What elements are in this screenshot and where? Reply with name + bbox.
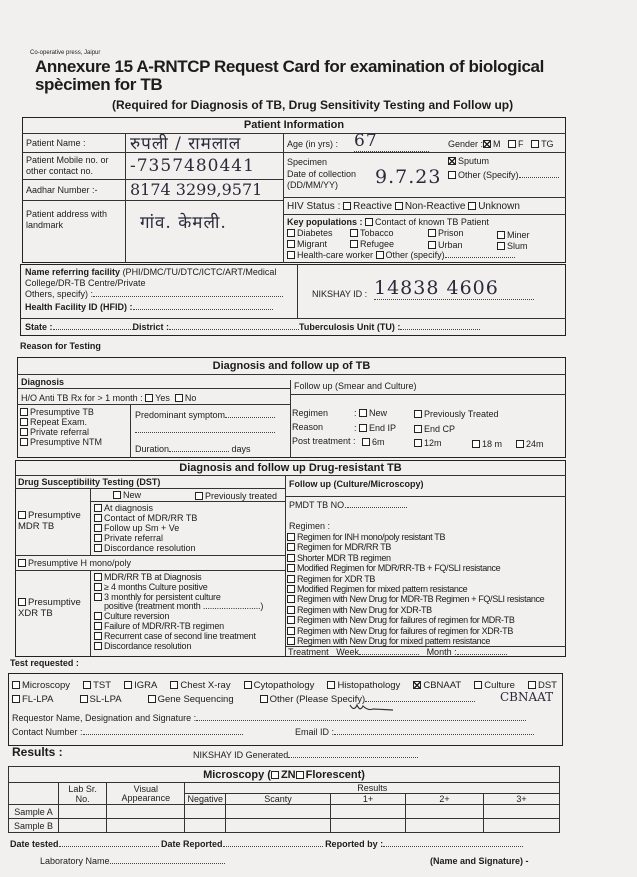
12m-checkbox[interactable] <box>414 439 422 447</box>
email-label: Email ID : <box>295 727 335 737</box>
regimen-new: New <box>369 408 388 418</box>
mobile-field[interactable]: -7357480441 <box>130 156 255 176</box>
key-diabetes: Diabetes <box>297 228 333 238</box>
regimen-checkbox[interactable] <box>287 595 295 603</box>
regimen-item <box>287 594 544 604</box>
district-label: District : <box>132 322 170 332</box>
mdr-item: Discordance resolution <box>104 543 196 553</box>
test-checkbox[interactable] <box>327 681 335 689</box>
mobile-label: Patient Mobile no. or <box>26 155 109 165</box>
key-miner: Miner <box>507 230 530 240</box>
2plus-header: 2+ <box>406 794 484 805</box>
zn-checkbox[interactable] <box>271 771 279 779</box>
xdr-item: Discordance resolution <box>104 640 192 651</box>
presumptive-mdr: Presumptive MDR TB <box>18 510 81 532</box>
hiv-label: HIV Status : <box>287 201 341 212</box>
results-header: Results <box>185 783 560 794</box>
diagnosis-label: Diagnosis <box>21 377 65 387</box>
aadhar-field[interactable]: 8174 3299,9571 <box>130 180 263 199</box>
date-label-2: (DD/MM/YY) <box>287 180 338 190</box>
hiv-nonreactive: Non-Reactive <box>404 201 466 212</box>
repeat-exam-checkbox[interactable] <box>20 418 28 426</box>
regimen-item <box>287 532 544 542</box>
contact-checkbox[interactable] <box>365 218 373 226</box>
xdr-item-checkbox[interactable] <box>94 573 102 581</box>
reason-dx-label: Reason <box>292 422 324 432</box>
symptom-field-2[interactable] <box>135 432 275 433</box>
regimen-checkbox[interactable] <box>287 533 295 541</box>
tobacco-checkbox[interactable] <box>350 229 358 237</box>
symptom-label: Predominant symptom <box>135 410 226 420</box>
regimen-label: Regimen <box>292 408 329 418</box>
press-name: Co-operative press, Jaipur <box>30 50 101 56</box>
key-urban: Urban <box>438 240 463 250</box>
presumptive-hmono: Presumptive H mono/poly <box>28 558 132 568</box>
month-field[interactable] <box>457 654 507 655</box>
xdr-item: Recurrent case of second line treatment <box>104 630 256 641</box>
post-treatment-label: Post treatment : <box>292 436 356 446</box>
facility-field[interactable] <box>93 296 283 297</box>
specimen-label: Specimen <box>287 157 328 167</box>
state-field[interactable] <box>53 329 133 330</box>
regimen-label: Regimen with New Drug for failures of regimen for MDR-TB <box>297 615 515 626</box>
diabetes-checkbox[interactable] <box>287 229 295 237</box>
test2-item <box>12 694 54 705</box>
test-item <box>124 680 157 691</box>
dst-prev-checkbox[interactable] <box>195 492 203 500</box>
hfid-label: Health Facility ID (HFID) : <box>25 302 133 312</box>
ho-label: H/O Anti TB Rx for > 1 month : <box>21 393 143 403</box>
table-row <box>9 805 560 819</box>
hcw-checkbox[interactable] <box>287 251 295 259</box>
other-specimen-checkbox[interactable] <box>448 171 456 179</box>
date-reported-label: Date Reported <box>161 839 223 849</box>
facility-label-3: Others, specify) : <box>25 289 94 299</box>
lab-name-field[interactable] <box>110 863 225 864</box>
lab-name-label: Laboratory Name <box>40 856 110 866</box>
microscopy-header: Microscopy ( ZN Florescent) <box>9 767 560 783</box>
regimen-checkbox[interactable] <box>287 637 295 645</box>
12m: 12m <box>424 438 442 448</box>
collection-date-field[interactable]: 9.7.23 <box>375 166 442 188</box>
1plus-header: 1+ <box>331 794 406 805</box>
mdr-item: Private referral <box>104 533 164 543</box>
test-label: Cytopathology <box>253 680 315 691</box>
month-label: Month : <box>426 647 457 657</box>
symptom-field[interactable] <box>225 417 275 418</box>
key-prison: Prison <box>438 228 464 238</box>
tests-row-1 <box>12 680 557 691</box>
regimen-checkbox[interactable] <box>287 554 295 562</box>
regimen-new-checkbox[interactable] <box>359 409 367 417</box>
ho-no: No <box>184 393 197 403</box>
requestor-field[interactable] <box>196 720 526 721</box>
other-specimen-label: Other (Specify) <box>458 170 519 180</box>
state-label: State : <box>25 322 53 332</box>
regimen-checkbox[interactable] <box>287 627 295 635</box>
test2-checkbox[interactable] <box>260 695 268 703</box>
hfid-field[interactable] <box>133 309 273 310</box>
subtitle: (Required for Diagnosis of TB, Drug Sensitivity Testing and Follow up) <box>112 98 514 112</box>
mdr-checkbox[interactable] <box>18 511 26 519</box>
page-title: Annexure 15 A-RNTCP Request Card for examination of biological spècimen for TB <box>35 57 544 94</box>
mdr-item: Contact of MDR/RR TB <box>104 513 198 523</box>
test-checkbox[interactable] <box>244 681 252 689</box>
private-referral-dr-checkbox[interactable] <box>94 534 102 542</box>
contact-label: Contact Number : <box>12 727 83 737</box>
xdr-item-checkbox[interactable] <box>94 632 102 640</box>
test2-item <box>80 694 122 705</box>
name-label: Patient Name : <box>26 138 86 148</box>
regimen-item <box>287 574 544 584</box>
reported-by-label: Reported by : <box>325 839 384 849</box>
facility-label-b: (PHI/DMC/TU/DTC/ICTC/ART/Medical <box>122 267 277 277</box>
regimen-item <box>287 615 544 625</box>
miner-checkbox[interactable] <box>497 231 505 239</box>
pmdt-label: PMDT TB NO. <box>289 500 347 510</box>
dst-new: New <box>123 490 142 500</box>
regimen-item <box>287 542 544 552</box>
key-pop-label: Key populations : <box>287 217 363 227</box>
key-hcw: Health-care worker <box>297 250 374 260</box>
facility-label-2: College/DR-TB Centre/Private <box>25 278 146 288</box>
mdr-item: At diagnosis <box>104 503 154 513</box>
address-field[interactable]: गांव. केमली. <box>140 213 227 233</box>
sputum-label: Sputum <box>458 156 490 166</box>
tu-field[interactable] <box>400 329 480 330</box>
age-label: Age (in yrs) : <box>287 139 339 149</box>
regimen-checkbox[interactable] <box>287 606 295 614</box>
test2-label: Other (Please Specify) <box>269 694 366 705</box>
test-item <box>12 680 70 691</box>
xdr-item: ≥ 4 months Culture positive <box>104 581 208 592</box>
key-tobacco: Tobacco <box>360 228 394 238</box>
key-slum: Slum <box>507 241 528 251</box>
test-item <box>244 680 315 691</box>
reported-by-field[interactable] <box>383 846 523 847</box>
table-row <box>9 819 560 833</box>
patient-name-field[interactable]: रुपली / रामलाल <box>130 134 242 154</box>
regimen-label: Regimen with New Drug for mixed pattern resistance <box>297 636 491 647</box>
microscopy-table <box>8 766 560 833</box>
regimen-item <box>287 584 544 594</box>
6m-checkbox[interactable] <box>362 438 370 446</box>
nikshay-label: NIKSHAY ID : <box>312 289 368 299</box>
discordance-checkbox[interactable] <box>94 544 102 552</box>
regimen-item <box>287 636 544 646</box>
private-referral-checkbox[interactable] <box>20 428 28 436</box>
regimen-label: Regimen with New Drug for failures of regimen for XDR-TB <box>297 625 513 636</box>
xdr-item-checkbox[interactable] <box>94 612 102 620</box>
regimen-item <box>287 563 544 573</box>
slum-checkbox[interactable] <box>497 242 505 250</box>
nikshay-id-field[interactable]: 14838 4606 <box>374 277 534 300</box>
repeat-exam: Repeat Exam. <box>30 417 88 427</box>
regimen-checkbox[interactable] <box>287 616 295 624</box>
address-label: Patient address with <box>26 209 108 219</box>
aadhar-label: Aadhar Number :- <box>26 185 98 195</box>
regimen-prev: Previously Treated <box>424 409 499 419</box>
end-ip: End IP <box>369 423 397 433</box>
ho-yes: Yes <box>155 393 170 403</box>
private-referral: Private referral <box>30 427 90 437</box>
dr-followup-label: Follow up (Culture/Microscopy) <box>289 479 424 489</box>
drtb-header: Diagnosis and follow up Drug-resistant TB <box>179 462 402 474</box>
test-item <box>170 680 230 691</box>
week-label: Week <box>336 647 360 657</box>
test-label: Microscopy <box>22 680 71 691</box>
date-tested-label: Date tested <box>10 839 59 849</box>
other-test-field[interactable]: CBNAAT <box>500 690 554 704</box>
end-ip-checkbox[interactable] <box>359 424 367 432</box>
regimen-label: Modified Regimen for MDR/RR-TB + FQ/SLI resistance <box>297 563 501 574</box>
scanty-header: Scanty <box>226 794 331 805</box>
xdr-item-checkbox[interactable] <box>94 593 102 601</box>
regimen-label: Regimen for INH mono/poly resistant TB <box>297 532 446 542</box>
test2-checkbox[interactable] <box>148 695 156 703</box>
other-key-checkbox[interactable] <box>376 251 384 259</box>
6m: 6m <box>372 437 385 447</box>
18m: 18 m <box>482 439 503 449</box>
ho-yes-checkbox[interactable] <box>145 394 153 402</box>
regimen-checkbox[interactable] <box>287 575 295 583</box>
test-label: DST <box>537 680 557 691</box>
other-test-line[interactable] <box>365 701 475 702</box>
treatment-label: Treatment <box>288 647 329 657</box>
key-other: Other (specify) <box>385 250 445 260</box>
test-item <box>327 680 400 691</box>
regimen-item <box>287 605 544 615</box>
days-label: days <box>231 444 251 454</box>
xdr-checkbox[interactable] <box>18 598 26 606</box>
sputum-checkbox[interactable] <box>448 157 456 165</box>
test-label: Histopathology <box>337 680 401 691</box>
regimen-label: Regimen for MDR/RR TB <box>297 542 392 553</box>
test-checkbox[interactable] <box>528 681 536 689</box>
patient-info-header: Patient Information <box>243 119 345 131</box>
3plus-header: 3+ <box>484 794 560 805</box>
xdr-item-checkbox[interactable] <box>94 583 102 591</box>
regimen-label: Regimen with New Drug for MDR-TB Regimen + FQ/SLI resistance <box>297 594 545 605</box>
presumptive-tb: Presumptive TB <box>30 407 94 417</box>
followup-label: Follow up (Smear and Culture) <box>294 381 417 391</box>
sample-a: Sample A <box>9 805 59 819</box>
week-field[interactable] <box>359 654 419 655</box>
xdr-item: MDR/RR TB at Diagnosis <box>104 572 202 582</box>
florescent-checkbox[interactable] <box>296 771 304 779</box>
regimen-checkbox[interactable] <box>287 543 295 551</box>
test2-item <box>148 694 234 705</box>
hiv-reactive-checkbox[interactable] <box>343 202 351 210</box>
gender-label: Gender : <box>448 139 484 149</box>
at-diagnosis-checkbox[interactable] <box>94 504 102 512</box>
24m-checkbox[interactable] <box>516 440 524 448</box>
ho-no-checkbox[interactable] <box>175 394 183 402</box>
facility-label: Name referring facility <box>25 267 121 277</box>
end-cp-checkbox[interactable] <box>414 425 422 433</box>
regimen-list <box>287 532 544 646</box>
xdr-item-checkbox[interactable] <box>94 642 102 650</box>
test-label: IGRA <box>134 680 158 691</box>
followup-sm-checkbox[interactable] <box>94 524 102 532</box>
18m-checkbox[interactable] <box>472 440 480 448</box>
date-label: Date of collection <box>287 169 357 179</box>
24m: 24m <box>526 439 544 449</box>
name-signature-label: (Name and Signature) - <box>430 856 529 866</box>
lab-sr-header: Lab Sr. No. <box>59 783 107 805</box>
email-field[interactable] <box>334 734 534 735</box>
test-checkbox[interactable] <box>124 681 132 689</box>
hmono-checkbox[interactable] <box>18 559 26 567</box>
gender-tg-checkbox[interactable] <box>531 140 539 148</box>
date-tested-field[interactable] <box>59 846 159 847</box>
reason-label: Reason for Testing <box>20 341 101 351</box>
test2-checkbox[interactable] <box>12 695 20 703</box>
key-migrant: Migrant <box>297 239 328 249</box>
signature-icon <box>348 703 398 713</box>
dst-prev: Previously treated <box>205 491 278 501</box>
test-item <box>83 680 111 691</box>
regimen-checkbox[interactable] <box>287 585 295 593</box>
urban-checkbox[interactable] <box>428 241 436 249</box>
gender-m: M <box>493 139 501 149</box>
presumptive-ntm-checkbox[interactable] <box>20 438 28 446</box>
date-reported-field[interactable] <box>223 846 323 847</box>
test-checkbox[interactable] <box>83 681 91 689</box>
gender-tg: TG <box>541 139 554 149</box>
test-checkbox[interactable] <box>170 681 178 689</box>
test-label: CBNAAT <box>423 680 462 691</box>
presumptive-xdr: Presumptive XDR TB <box>18 597 81 619</box>
duration-label: Duration <box>135 444 170 454</box>
refugee-checkbox[interactable] <box>350 240 358 248</box>
gender-f-checkbox[interactable] <box>508 140 516 148</box>
regimen-label: Shorter MDR TB regimen <box>297 552 391 563</box>
mdr-item: Follow up Sm + Ve <box>104 523 180 533</box>
regimen-prev-checkbox[interactable] <box>414 410 422 418</box>
dst-label: Drug Susceptibility Testing (DST) <box>18 477 161 487</box>
regimen-label: Modified Regimen for mixed pattern resistance <box>297 584 468 595</box>
test2-checkbox[interactable] <box>80 695 88 703</box>
contact-field[interactable] <box>83 734 243 735</box>
nikshay-generated-label: NIKSHAY ID Generated <box>193 750 289 760</box>
sample-b: Sample B <box>9 819 59 833</box>
prison-checkbox[interactable] <box>428 229 436 237</box>
test2-label: Gene Sequencing <box>157 694 234 705</box>
presumptive-tb-checkbox[interactable] <box>20 408 28 416</box>
district-field[interactable] <box>169 329 299 330</box>
negative-header: Negative <box>185 794 226 805</box>
test2-label: SL-LPA <box>89 694 122 705</box>
hiv-nonreactive-checkbox[interactable] <box>395 202 403 210</box>
test-label: TST <box>93 680 112 691</box>
xdr-item: Culture reversion <box>104 611 170 622</box>
dst-new-checkbox[interactable] <box>113 491 121 499</box>
test2-label: FL-LPA <box>22 694 54 705</box>
address-label-2: landmark <box>26 220 64 230</box>
tu-label: Tuberculosis Unit (TU) : <box>299 322 401 332</box>
presumptive-ntm: Presumptive NTM <box>30 437 103 447</box>
regimen-label: Regimen with New Drug for XDR-TB <box>297 604 432 615</box>
dr-regimen-label: Regimen : <box>289 521 331 531</box>
results-label: Results : <box>12 745 63 759</box>
xdr-item: 3 monthly for persistent culture <box>104 591 221 602</box>
visual-header: Visual Appearance <box>107 783 185 805</box>
end-cp: End CP <box>424 424 456 434</box>
xdr-item: positive (treatment month .........................) <box>104 601 264 612</box>
contact-mdr-checkbox[interactable] <box>94 514 102 522</box>
gender-m-checkbox[interactable] <box>483 140 491 148</box>
xdr-item-checkbox[interactable] <box>94 622 102 630</box>
duration-field[interactable] <box>169 451 229 452</box>
regimen-label: Regimen for XDR TB <box>297 573 376 584</box>
diagnosis-header: Diagnosis and follow up of TB <box>212 360 371 372</box>
test-label: Culture <box>484 680 515 691</box>
requestor-label: Requestor Name, Designation and Signature : <box>12 713 197 723</box>
key-contact: Contact of known TB Patient <box>375 217 489 227</box>
gender-f: F <box>518 139 524 149</box>
mobile-label-2: other contact no. <box>26 166 94 176</box>
test-item <box>413 680 461 691</box>
regimen-item <box>287 553 544 563</box>
tests-row-2 <box>12 694 475 705</box>
nikshay-generated-field[interactable] <box>288 757 418 758</box>
regimen-checkbox[interactable] <box>287 564 295 572</box>
test-label: Chest X-ray <box>180 680 231 691</box>
hiv-unknown-checkbox[interactable] <box>468 202 476 210</box>
test-requested-label: Test requested : <box>10 658 79 668</box>
pmdt-field[interactable] <box>347 507 407 508</box>
migrant-checkbox[interactable] <box>287 240 295 248</box>
gender-group <box>448 139 554 149</box>
test-checkbox[interactable] <box>474 681 482 689</box>
test-checkbox[interactable] <box>413 681 421 689</box>
regimen-item <box>287 626 544 636</box>
age-field[interactable]: 67 <box>354 131 429 152</box>
test-checkbox[interactable] <box>12 681 20 689</box>
key-refugee: Refugee <box>360 239 395 249</box>
hiv-unknown: Unknown <box>478 201 520 212</box>
hiv-reactive: Reactive <box>353 201 393 212</box>
xdr-item: Failure of MDR/RR-TB regimen <box>104 620 224 631</box>
